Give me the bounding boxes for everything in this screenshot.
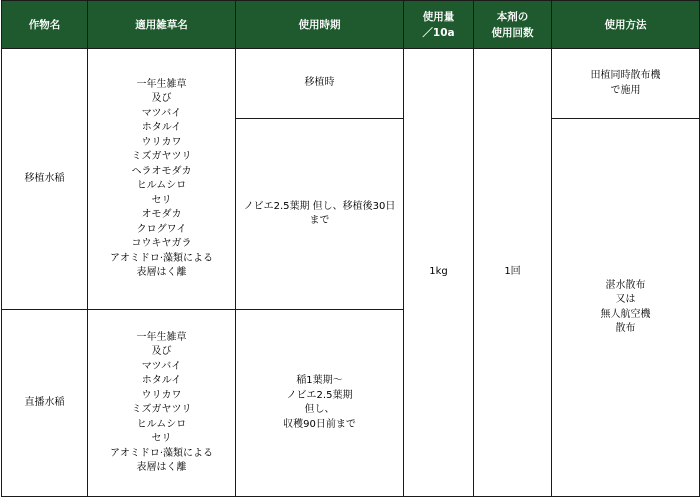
timing-transplant-b: ノビエ2.5葉期 但し、移植後30日 まで [236, 119, 404, 310]
method-cell-b: 湛水散布 又は 無人航空機 散布 [552, 119, 700, 497]
crop-direct: 直播水稲 [2, 310, 88, 497]
header-weeds: 適用雑草名 [88, 1, 236, 49]
method-cell-a: 田植同時散布機 で施用 [552, 49, 700, 119]
usage-table [1, 0, 700, 497]
timing-transplant-a: 移植時 [236, 49, 404, 119]
header-crop: 作物名 [2, 1, 88, 49]
header-row [2, 1, 700, 49]
header-method: 使用方法 [552, 1, 700, 49]
timing-direct: 稲1葉期～ ノビエ2.5葉期 但し、 収穫90日前まで [236, 310, 404, 497]
weeds-direct: 一年生雑草 及び マツバイ ホタルイ ウリカワ ミズガヤツリ ヒルムシロ セリ アオミドロ·藻類による 表層はく離 [88, 310, 236, 497]
count-cell: 1回 [474, 49, 552, 497]
header-timing: 使用時期 [236, 1, 404, 49]
crop-transplant: 移植水稲 [2, 49, 88, 310]
header-amount: 使用量 ／10a [404, 1, 474, 49]
header-count: 本剤の 使用回数 [474, 1, 552, 49]
amount-cell: 1kg [404, 49, 474, 497]
table-row [2, 49, 700, 119]
weeds-transplant: 一年生雑草 及び マツバイ ホタルイ ウリカワ ミズガヤツリ ヘラオモダカ ヒルムシロ セリ オモダカ クログワイ コウキヤガラ アオミドロ·藻類による 表層はく離 [88, 49, 236, 310]
